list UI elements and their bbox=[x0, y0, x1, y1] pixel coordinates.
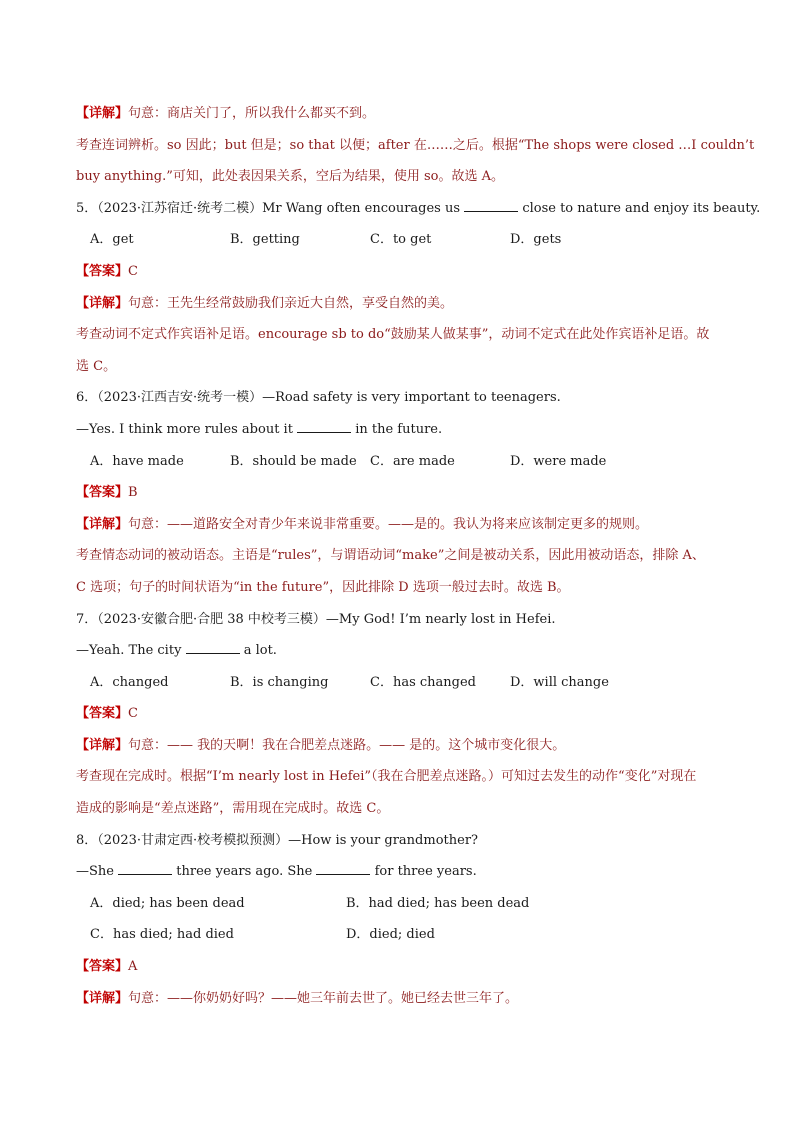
answer-blank-2 bbox=[316, 863, 370, 875]
q6-options bbox=[76, 446, 726, 478]
option-a: A．changed bbox=[90, 674, 169, 690]
q7-stem bbox=[76, 604, 726, 636]
detail-text: 句意：王先生经常鼓励我们亲近大自然，享受自然的美。 bbox=[128, 295, 454, 311]
q6-analysis-line1 bbox=[76, 540, 726, 572]
q8-options-row2 bbox=[76, 919, 726, 951]
q5-stem bbox=[76, 193, 761, 225]
analysis-text: 考查连词辨析。so 因此；but 但是；so that 以便；after 在……之后。根据“The shops were closed …I couldn’t bbox=[76, 137, 755, 153]
option-d: D．gets bbox=[510, 232, 562, 248]
q6-line2 bbox=[76, 414, 726, 446]
option-c: C．to get bbox=[370, 232, 432, 248]
answer-value: A bbox=[128, 959, 138, 975]
q7-options bbox=[76, 667, 726, 699]
question-stem: 5．（2023·江苏宿迁·统考二模）Mr Wang often encourages us bbox=[76, 200, 461, 216]
answer-value: B bbox=[128, 485, 138, 501]
analysis-text: 选 C。 bbox=[76, 358, 117, 374]
analysis-text: 考查动词不定式作宾语补足语。encourage sb to do“鼓励某人做某事”，动词不定式在此处作宾语补足语。故 bbox=[76, 327, 710, 343]
detail-text: 句意：——道路安全对青少年来说非常重要。——是的。我认为将来应该制定更多的规则。 bbox=[128, 516, 649, 532]
option-d: D．were made bbox=[510, 453, 607, 469]
detail-label: 【详解】 bbox=[76, 295, 129, 311]
analysis-text: buy anything.”可知，此处表因果关系，空后为结果，使用 so。故选 A。 bbox=[76, 169, 505, 185]
q8-stem bbox=[76, 825, 726, 857]
question-text-end: a lot. bbox=[243, 643, 277, 659]
option-c: C．has died; had died bbox=[90, 927, 234, 943]
answer-value: C bbox=[128, 706, 138, 722]
option-b: B．getting bbox=[230, 232, 300, 248]
q7-answer bbox=[76, 698, 726, 730]
intro-analysis-line1 bbox=[76, 130, 755, 162]
answer-blank-1 bbox=[118, 863, 172, 875]
answer-blank bbox=[297, 421, 351, 433]
analysis-text: 考查情态动词的被动语态。主语是“rules”，与谓语动词“make”之间是被动关系，因此用被动语态，排除 A、 bbox=[76, 548, 705, 564]
q5-analysis-line2 bbox=[76, 351, 726, 383]
q5-options bbox=[76, 224, 726, 256]
question-text-end: for three years. bbox=[374, 864, 477, 880]
intro-analysis-line2 bbox=[76, 161, 726, 193]
q6-answer bbox=[76, 477, 726, 509]
question-stem: 7．（2023·安徽合肥·合肥 38 中校考三模）—My God! I’m nearly lost in Hefei. bbox=[76, 611, 556, 627]
option-a: A．have made bbox=[90, 453, 184, 469]
question-stem: 8．（2023·甘肃定西·校考模拟预测）—How is your grandmother? bbox=[76, 832, 479, 848]
option-c: C．has changed bbox=[370, 674, 476, 690]
q7-line2 bbox=[76, 635, 726, 667]
q5-analysis-line1 bbox=[76, 319, 726, 351]
question-text-mid: three years ago. She bbox=[176, 864, 313, 880]
detail-label: 【详解】 bbox=[76, 516, 129, 532]
answer-value: C bbox=[128, 263, 138, 279]
question-text: —Yes. I think more rules about it bbox=[76, 421, 293, 437]
question-text: —Yeah. The city bbox=[76, 643, 182, 659]
option-d: D．will change bbox=[510, 674, 609, 690]
q8-detail bbox=[76, 983, 726, 1015]
question-text: —She bbox=[76, 864, 114, 880]
intro-detail bbox=[76, 98, 726, 130]
question-text-end: in the future. bbox=[355, 421, 443, 437]
analysis-text: 造成的影响是“差点迷路”，需用现在完成时。故选 C。 bbox=[76, 801, 390, 817]
q8-options-row1 bbox=[76, 888, 726, 920]
q7-analysis-line1 bbox=[76, 761, 726, 793]
q7-analysis-line2 bbox=[76, 793, 726, 825]
analysis-text: 考查现在完成时。根据“I’m nearly lost in Hefei”（我在合肥差点迷路。）可知过去发生的动作“变化”对现在 bbox=[76, 769, 697, 785]
answer-label: 【答案】 bbox=[76, 959, 129, 975]
document-page bbox=[76, 98, 761, 1014]
answer-label: 【答案】 bbox=[76, 706, 129, 722]
detail-text: 句意：—— 我的天啊！我在合肥差点迷路。—— 是的。这个城市变化很大。 bbox=[128, 737, 566, 753]
detail-label: 【详解】 bbox=[76, 990, 129, 1006]
answer-blank bbox=[464, 200, 518, 212]
q6-detail bbox=[76, 509, 726, 541]
option-b: B．had died; has been dead bbox=[346, 895, 530, 911]
answer-label: 【答案】 bbox=[76, 485, 129, 501]
q6-analysis-line2 bbox=[76, 572, 726, 604]
question-stem: 6．（2023·江西吉安·统考一模）—Road safety is very important to teenagers. bbox=[76, 390, 561, 406]
q5-answer bbox=[76, 256, 726, 288]
q8-answer bbox=[76, 951, 726, 983]
q8-line2 bbox=[76, 856, 726, 888]
detail-text: 句意：商店关门了，所以我什么都买不到。 bbox=[128, 106, 376, 121]
analysis-text: C 选项；句子的时间状语为“in the future”，因此排除 D 选项一般过去时。故选 B。 bbox=[76, 579, 570, 595]
detail-label: 【详解】 bbox=[76, 106, 129, 121]
q6-stem bbox=[76, 382, 726, 414]
option-b: B．is changing bbox=[230, 674, 329, 690]
q5-detail bbox=[76, 288, 726, 320]
option-c: C．are made bbox=[370, 453, 455, 469]
question-stem-end: close to nature and enjoy its beauty. bbox=[522, 200, 761, 216]
q7-detail bbox=[76, 730, 726, 762]
option-d: D．died; died bbox=[346, 927, 435, 943]
detail-text: 句意：——你奶奶好吗？——她三年前去世了。她已经去世三年了。 bbox=[128, 990, 519, 1006]
option-a: A．died; has been dead bbox=[90, 895, 245, 911]
option-a: A．get bbox=[90, 232, 134, 248]
option-b: B．should be made bbox=[230, 453, 357, 469]
detail-label: 【详解】 bbox=[76, 737, 129, 753]
answer-blank bbox=[186, 642, 240, 654]
answer-label: 【答案】 bbox=[76, 263, 129, 279]
